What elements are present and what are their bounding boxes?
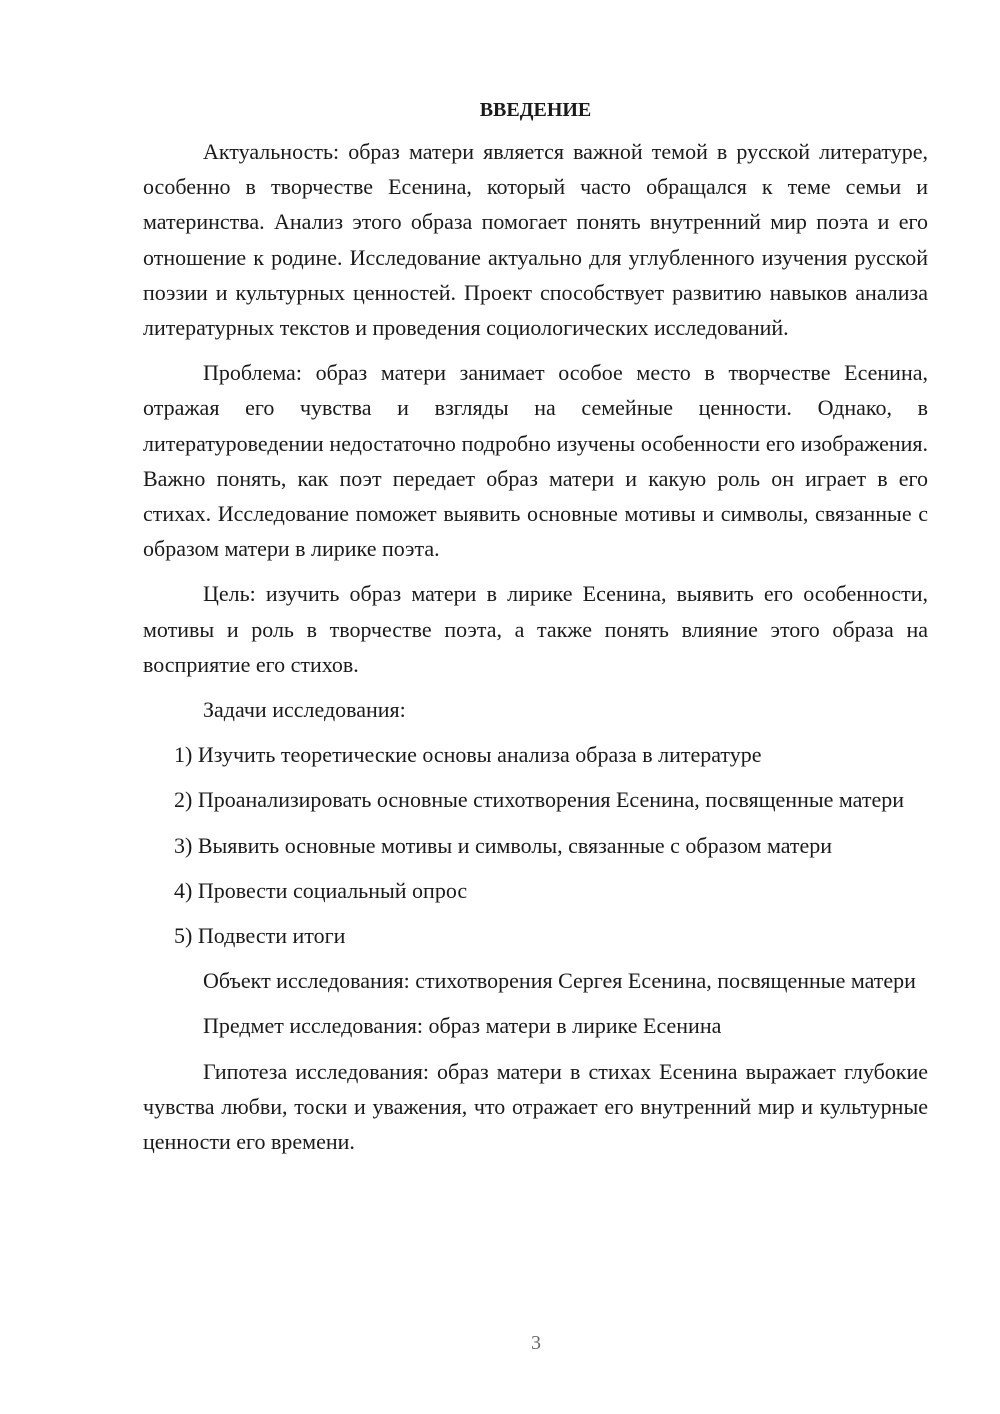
page-number: 3	[531, 1332, 541, 1354]
task-item: 2) Проанализировать основные стихотворения Есенина, посвященные матери	[174, 787, 905, 813]
page-content	[143, 96, 928, 1169]
task-item: 4) Провести социальный опрос	[174, 877, 468, 903]
task-item: 1) Изучить теоретические основы анализа образа в литературе	[174, 742, 762, 768]
task-item: 3) Выявить основные мотивы и символы, связанные с образом матери	[174, 832, 833, 858]
tasks-heading: Задачи исследования:	[203, 697, 406, 723]
hypothesis-paragraph: Гипотеза исследования: образ матери в стихах Есенина выражает глубокие чувства любви, тоски и уважения, что отражает его внутренний мир и культурные ценности его времени.	[143, 1058, 928, 1155]
subject-paragraph: Предмет исследования: образ матери в лирике Есенина	[203, 1013, 722, 1039]
task-item: 5) Подвести итоги	[174, 923, 346, 949]
goal-paragraph: Цель: изучить образ матери в лирике Есенина, выявить его особенности, мотивы и роль в творчестве поэта, а также понять влияние этого образа на восприятие его стихов.	[143, 581, 928, 677]
page-title: ВВЕДЕНИЕ	[479, 99, 592, 121]
problem-paragraph: Проблема: образ матери занимает особое место в творчестве Есенина, отражая его чувства и взгляды на семейные ценности. Однако, в литературоведении недостаточно подробно изучены особенности его изображения. Важно понять, как поэт передает образ матери и какую роль он играет в его стихах. Исследование поможет выявить основные мотивы и символы, связанные с образом матери в лирике поэта.	[143, 360, 928, 562]
relevance-paragraph: Актуальность: образ матери является важной темой в русской литературе, особенно в творчестве Есенина, который часто обращался к теме семьи и материнства. Анализ этого образа помогает понять внутренний мир поэта и его отношение к родине. Исследование актуально для углубленного изучения русской поэзии и культурных ценностей. Проект способствует развитию навыков анализа литературных текстов и проведения социологических исследований.	[143, 139, 928, 341]
object-paragraph: Объект исследования: стихотворения Сергея Есенина, посвященные матери	[203, 968, 916, 994]
